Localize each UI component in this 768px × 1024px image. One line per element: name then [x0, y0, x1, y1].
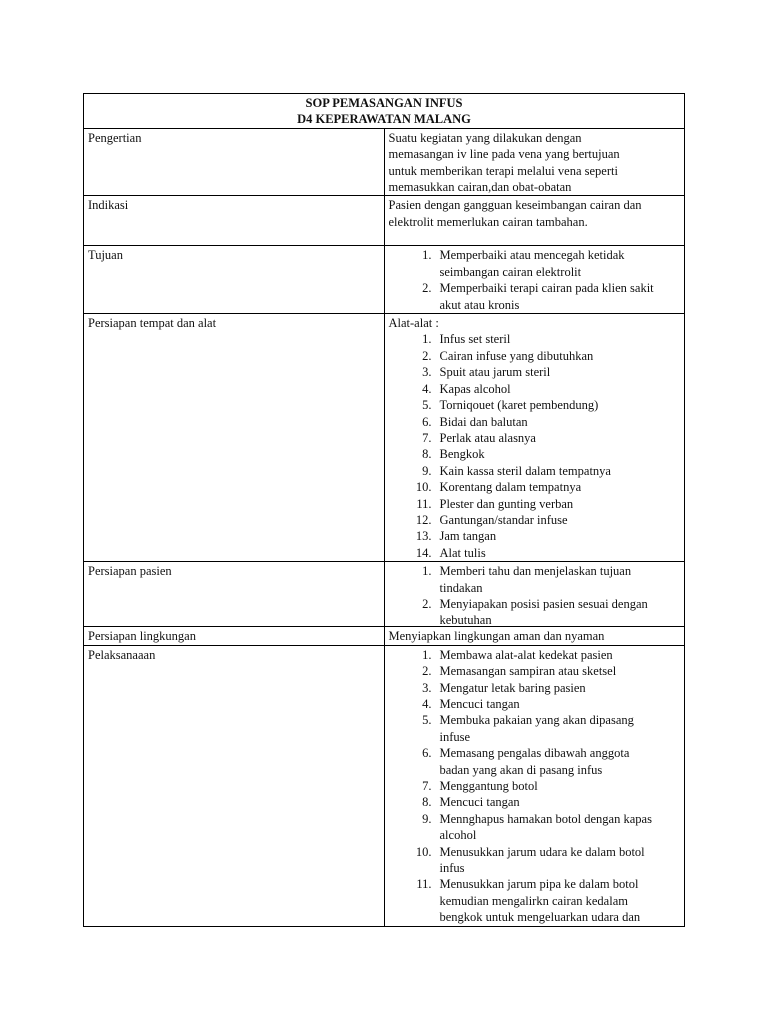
list-item	[389, 647, 681, 663]
numbered-list	[389, 647, 681, 926]
text-line: Mengatur letak baring pasien	[439, 680, 586, 695]
text-line: Memperbaiki atau mencegah ketidak	[439, 248, 625, 263]
list-item	[389, 463, 681, 479]
text-line: bengkok untuk mengeluarkan udara dan	[439, 910, 641, 925]
row-persiapan-lingkungan	[84, 627, 685, 645]
item-text	[440, 712, 681, 745]
numbered-list	[389, 331, 681, 561]
text-line: Cairan infuse yang dibutuhkan	[439, 348, 594, 363]
text-line: tindakan	[439, 580, 483, 595]
item-text	[440, 844, 681, 877]
list-item	[389, 712, 681, 745]
item-number: 6.	[422, 746, 432, 761]
text-line: Alat tulis	[439, 545, 486, 560]
header-row	[84, 94, 685, 129]
list-item	[389, 596, 681, 626]
text-line: Korentang dalam tempatnya	[439, 480, 582, 495]
list-item	[389, 247, 681, 280]
item-text	[440, 397, 681, 413]
text-line: untuk memberikan terapi melalui vena seperti	[388, 163, 618, 178]
text-line: Kapas alcohol	[439, 381, 511, 396]
item-number: 1.	[422, 332, 432, 347]
item-text	[440, 331, 681, 347]
numbered-list	[389, 563, 681, 626]
item-number: 5.	[422, 398, 432, 413]
text-line: infuse	[439, 729, 471, 744]
document-subtitle: D4 KEPERAWATAN MALANG	[297, 112, 471, 127]
item-text	[440, 479, 681, 495]
item-text	[440, 528, 681, 544]
list-item	[389, 778, 681, 794]
item-number: 2.	[422, 348, 432, 363]
item-number: 8.	[422, 447, 432, 462]
text-line: Mencuci tangan	[439, 697, 520, 711]
item-number: 4.	[422, 697, 432, 711]
item-text	[440, 364, 681, 380]
item-number: 9.	[422, 463, 432, 478]
item-number: 5.	[422, 713, 432, 728]
row-content	[384, 128, 685, 196]
row-tujuan	[84, 246, 685, 314]
row-pengertian	[84, 128, 685, 196]
row-label: Persiapan tempat dan alat	[84, 314, 385, 562]
row-content	[384, 314, 685, 562]
text-line: Menyiapakan posisi pasien sesuai dengan	[439, 596, 648, 611]
list-item	[389, 794, 681, 810]
list-item	[389, 381, 681, 397]
item-text	[440, 663, 681, 679]
list-item	[389, 745, 681, 778]
item-text	[440, 876, 681, 925]
row-label: Pengertian	[84, 128, 385, 196]
list-item	[389, 563, 681, 596]
list-item	[389, 512, 681, 528]
item-text	[440, 496, 681, 512]
item-text	[440, 696, 681, 712]
item-text	[440, 563, 681, 596]
item-number: 2.	[422, 664, 432, 679]
item-number: 9.	[422, 811, 432, 826]
list-item	[389, 811, 681, 844]
list-intro: Alat-alat :	[388, 316, 439, 331]
list-item	[389, 331, 681, 347]
item-number: 2.	[422, 596, 432, 611]
text-line: Torniqouet (karet pembendung)	[439, 398, 599, 413]
row-content	[384, 246, 685, 314]
item-text	[440, 545, 681, 561]
text-line: seimbangan cairan elektrolit	[439, 264, 582, 279]
list-item	[389, 414, 681, 430]
row-label: Persiapan pasien	[84, 562, 385, 627]
item-number: 1.	[422, 564, 432, 579]
list-item	[389, 680, 681, 696]
text-line: akut atau kronis	[439, 297, 520, 312]
item-number: 7.	[422, 779, 432, 794]
list-item	[389, 280, 681, 313]
text-line: Plester dan gunting verban	[439, 496, 574, 511]
text-line: Infus set steril	[439, 332, 511, 347]
item-number: 1.	[422, 647, 432, 662]
row-label: Persiapan lingkungan	[84, 627, 385, 645]
text-line: Membawa alat-alat kedekat pasien	[439, 647, 613, 662]
row-indikasi	[84, 196, 685, 246]
item-text	[440, 680, 681, 696]
item-number: 6.	[422, 414, 432, 429]
item-number: 11.	[416, 877, 432, 892]
text-line: Pasien dengan gangguan keseimbangan cairan dan	[388, 198, 642, 213]
item-text	[440, 446, 681, 462]
item-text	[440, 414, 681, 430]
item-text	[440, 647, 681, 663]
text-line: memasangan iv line pada vena yang bertujuan	[388, 147, 620, 162]
item-number: 10.	[415, 844, 432, 859]
row-content	[384, 562, 685, 627]
row-label: Tujuan	[84, 246, 385, 314]
table-header	[84, 94, 685, 129]
text-line: Spuit atau jarum steril	[439, 365, 551, 380]
list-item	[389, 876, 681, 925]
text-line: Mencuci tangan	[439, 795, 520, 810]
item-number: 3.	[422, 680, 432, 695]
numbered-list	[389, 247, 681, 313]
text-line: kemudian mengalirkn cairan kedalam	[439, 893, 628, 908]
text-line: infus	[439, 861, 465, 876]
row-persiapan-pasien	[84, 562, 685, 627]
text-line: Menusukkan jarum udara ke dalam botol	[439, 844, 645, 859]
row-content: Menyiapkan lingkungan aman dan nyaman	[384, 627, 685, 645]
list-item	[389, 364, 681, 380]
list-item	[389, 663, 681, 679]
text-line: memasukkan cairan,dan obat-obatan	[388, 180, 572, 195]
item-number: 14.	[415, 545, 432, 560]
item-number: 12.	[415, 512, 432, 527]
sop-table	[83, 93, 685, 927]
list-item	[389, 545, 681, 561]
item-number: 8.	[422, 795, 432, 810]
item-number: 1.	[422, 248, 432, 263]
row-pelaksanaan	[84, 645, 685, 926]
list-item	[389, 528, 681, 544]
text-line: Kain kassa steril dalam tempatnya	[439, 463, 611, 478]
item-text	[440, 596, 681, 626]
item-text	[440, 778, 681, 794]
item-number: 13.	[415, 529, 432, 544]
row-label: Pelaksanaaan	[84, 645, 385, 926]
text-line: Bidai dan balutan	[439, 414, 528, 429]
item-text	[440, 794, 681, 810]
item-number: 4.	[422, 381, 432, 396]
text-line: elektrolit memerlukan cairan tambahan.	[388, 214, 588, 229]
list-item	[389, 348, 681, 364]
list-item	[389, 696, 681, 712]
document-title: SOP PEMASANGAN INFUS	[305, 96, 463, 110]
row-label: Indikasi	[84, 196, 385, 246]
text-line: Bengkok	[439, 447, 485, 462]
text-line: Perlak atau alasnya	[439, 430, 536, 445]
item-text	[440, 430, 681, 446]
item-text	[440, 811, 681, 844]
text-line: Suatu kegiatan yang dilakukan dengan	[388, 130, 582, 145]
item-number: 3.	[422, 365, 432, 380]
item-text	[440, 381, 681, 397]
item-text	[440, 348, 681, 364]
item-text	[440, 745, 681, 778]
list-item	[389, 479, 681, 495]
text-line: Membuka pakaian yang akan dipasang	[439, 713, 634, 728]
text-line: Menusukkan jarum pipa ke dalam botol	[439, 877, 639, 892]
item-text	[440, 280, 681, 313]
text-line: kebutuhan	[439, 613, 492, 627]
list-item	[389, 397, 681, 413]
list-item	[389, 446, 681, 462]
item-number: 2.	[422, 281, 432, 296]
text-line: Mennghapus hamakan botol dengan kapas	[439, 811, 652, 826]
row-content	[384, 645, 685, 926]
text-line: Menggantung botol	[439, 779, 538, 794]
list-item	[389, 496, 681, 512]
item-text	[440, 247, 681, 280]
item-text	[440, 512, 681, 528]
text-line: Memasangan sampiran atau sketsel	[439, 664, 617, 679]
text-line: Jam tangan	[439, 529, 497, 544]
text-line: Memperbaiki terapi cairan pada klien sakit	[439, 281, 654, 296]
text-line: Memberi tahu dan menjelaskan tujuan	[439, 564, 632, 579]
item-number: 7.	[422, 430, 432, 445]
text-line: badan yang akan di pasang infus	[439, 762, 603, 777]
text-line: Gantungan/standar infuse	[439, 512, 568, 527]
list-item	[389, 430, 681, 446]
item-number: 10.	[415, 480, 432, 495]
item-number: 11.	[416, 496, 432, 511]
text-line: Memasang pengalas dibawah anggota	[439, 746, 630, 761]
item-text	[440, 463, 681, 479]
list-item	[389, 844, 681, 877]
text-line: alcohol	[439, 828, 477, 843]
row-persiapan-alat	[84, 314, 685, 562]
row-content	[384, 196, 685, 246]
